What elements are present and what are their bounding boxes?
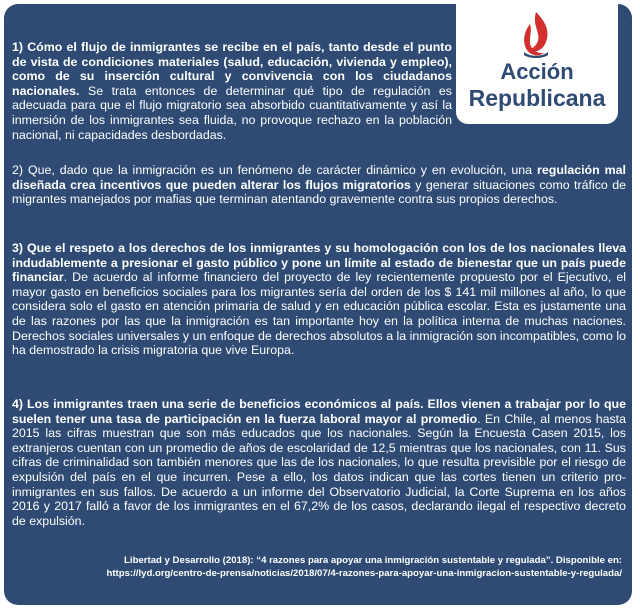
paragraph-1-text: Se trata entonces de determinar qué tipo de regulación es adecuada para que el flujo migratorio sea absorbido cuantitativamente y así la inmersión de los inmigrantes sea fluida, no provoque rechazo en la población nacional, ni capacidades desbordadas. [12,83,452,142]
logo-text-accion: Acción [500,59,574,84]
paragraph-4-bold: 4) Los inmigrantes traen una serie de beneficios económicos al país. Ellos vienen a trabajar por lo que suelen tener una tasa de participación en la fuerza laboral mayor al promedio [12,397,626,426]
paragraph-1-bold: 1) Cómo el flujo de inmigrantes se recibe en el país, tanto desde el punto de vista de condiciones materiales (salud, educación, vivienda y empleo), como de su inserción cultural y convivencia con los ciudadanos nacionales. [12,40,452,98]
paragraph-4-text: . En Chile, al menos hasta 2015 las cifras muestran que son más educados que los nacionales. Según la Encuesta Casen 2015, los extranjeros cuentan con un promedio de años de escolaridad de 12,5 mientras que los nacionales, con 11. Sus cifras de criminalidad son también menores que las de los nacionales, lo que resulta previsible por el riesgo de expulsión del país en el que incurren. Pese a ello, los datos indican que las cortes tienen un criterio pro-inmigrantes en sus fallos. De acuerdo a un informe del Observatorio Judicial, la Corte Suprema en los años 2016 y 2017 falló a favor de los inmigrantes en el 67,2% de los casos, declarando ilegal el respectivo decreto de expulsión. [12,411,626,528]
source-url: https://lyd.org/centro-de-prensa/noticias/2018/07/4-razones-para-apoyar-una-inmigracion-sustentable-y-regulada/ [106,568,622,579]
paragraph-2-post: y generar situaciones como tráfico de migrantes manejados por mafias que terminan atentando gravemente contra sus propios derechos. [12,177,626,207]
paragraph-2-pre: 2) Que, dado que la inmigración es un fenómeno de carácter dinámico y en evolución, una [12,163,538,177]
source-citation [12,554,622,580]
accion-republicana-logo [456,4,618,124]
paragraph-1 [12,40,452,142]
paragraph-2 [12,163,626,207]
paragraph-3-text: . De acuerdo al informe financiero del proyecto de ley recientemente propuesto por el Ejecutivo, el mayor gasto en beneficios sociales para los migrantes sería del orden de los $ 141 mil millones al año, lo que considera solo el gasto en atención primaria de salud y en educación pública escolar. Esta es justamente una de las razones por las que la inmigración es tan importante hoy en la política interna de muchas naciones. Derechos sociales universales y un enfoque de derechos absolutos a la inmigración son incompatibles, como lo ha demostrado la crisis migratoria que vive Europa. [12,270,626,358]
logo-text-republicana: Republicana [468,85,606,111]
infographic-card [4,4,632,605]
source-citation-line1: Libertad y Desarrollo (2018): “4 razones para apoyar una inmigración sustentable y regulada”. Disponible en: [124,555,622,566]
paragraph-3 [12,241,626,358]
paragraph-4 [12,397,626,528]
paragraph-2-bold: regulación mal diseñada crea incentivos que pueden alterar los flujos migratorios [12,163,626,192]
flame-icon [518,10,554,60]
paragraph-3-bold: 3) Que el respeto a los derechos de los inmigrantes y su homologación con los de los nacionales lleva indudablemente a presionar el gasto público y pone un límite al estado de bienestar que un país puede financiar [12,241,626,285]
